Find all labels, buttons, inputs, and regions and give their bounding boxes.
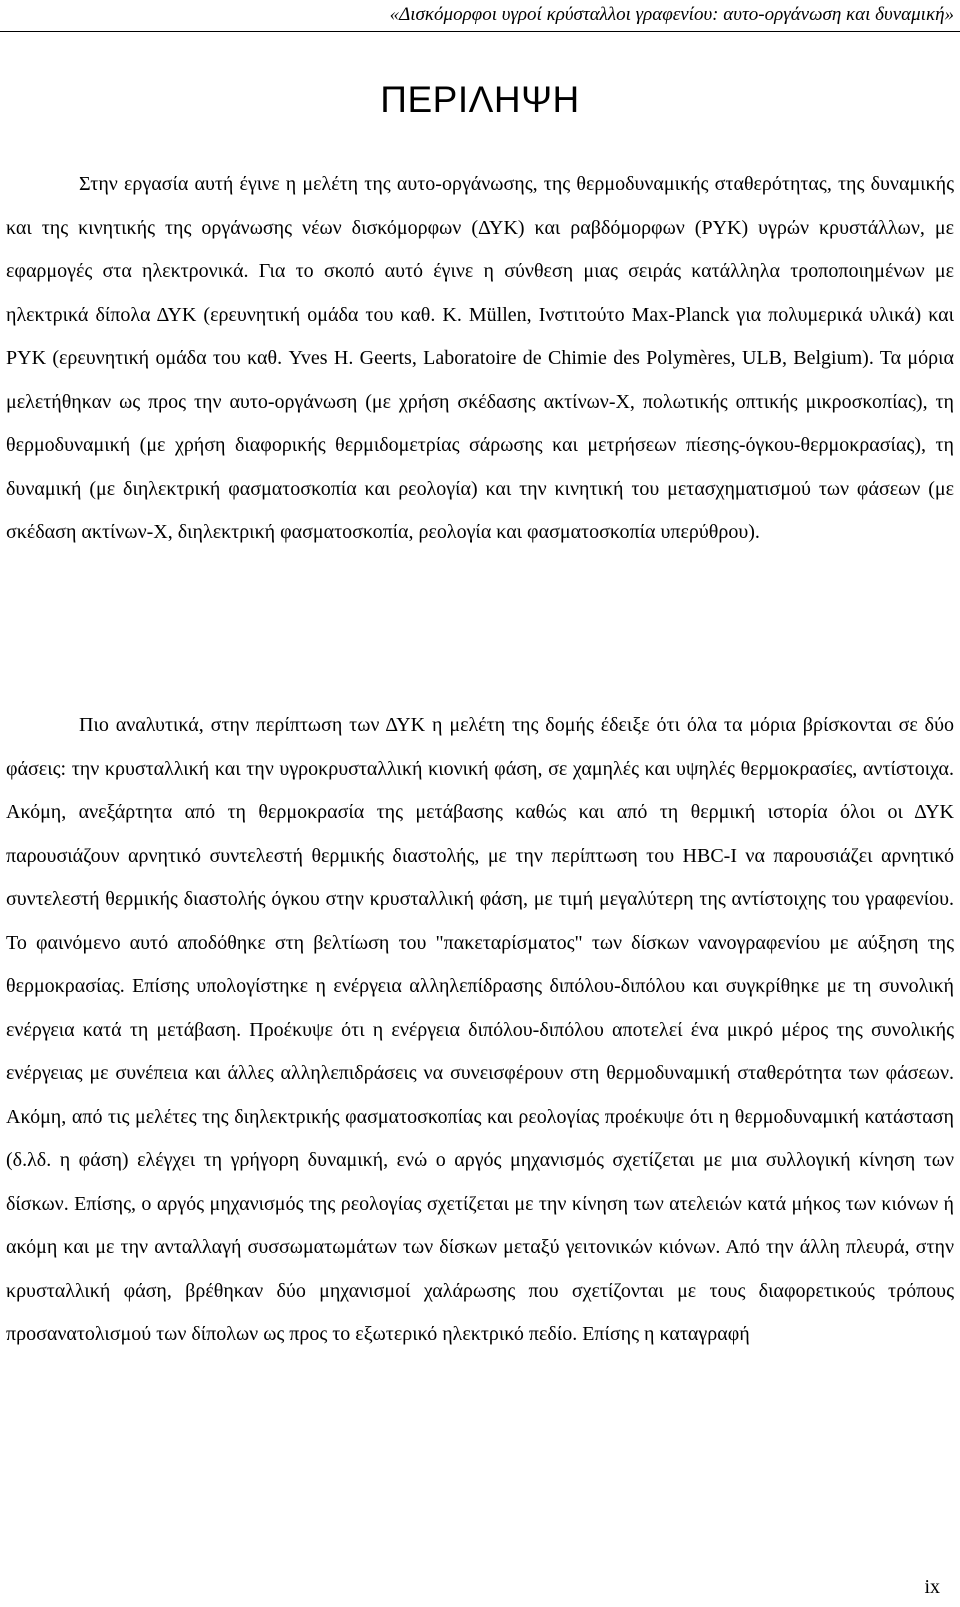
page-number: ix bbox=[924, 1576, 940, 1598]
page-title: ΠΕΡΙΛΗΨΗ bbox=[380, 79, 580, 120]
paragraph: Πιο αναλυτικά, στην περίπτωση των ΔΥΚ η μελέτη της δομής έδειξε ότι όλα τα μόρια βρίσκονται σε δύο φάσεις: την κρυσταλλική και την υγροκρυσταλλική κιονική φάση, σε χαμηλές και υψηλές θερμοκρασίες, αντίστοιχα. Ακόμη, ανεξάρτητα από τη θερμοκρασία της μετάβασης καθώς και από τη θερμική ιστορία όλοι οι ΔΥΚ παρουσιάζουν αρνητικό συντελεστή θερμικής διαστολής, με την περίπτωση του HBC-I να παρουσιάζει αρνητικό συντελεστή θερμικής διαστολής όγκου στην κρυσταλλική φάση, με τιμή μεγαλύτερη της αντίστοιχης του γραφενίου. Το φαινόμενο αυτό αποδόθηκε στη βελτίωση του "πακεταρίσματος" των δίσκων νανογραφενίου με αύξηση της θερμοκρασίας. Επίσης υπολογίστηκε η ενέργεια αλληλεπίδρασης διπόλου-διπόλου και συγκρίθηκε με τη συνολική ενέργεια κατά τη μετάβαση. Προέκυψε ότι η ενέργεια διπόλου-διπόλου αποτελεί ένα μικρό μέρος της συνολικής ενέργειας με συνέπεια και άλλες αλληλεπιδράσεις να συνεισφέρουν στη θερμοδυναμική σταθερότητα των φάσεων. Ακόμη, από τις μελέτες της διηλεκτρικής φασματοσκοπίας και ρεολογίας προέκυψε ότι η θερμοδυναμική κατάσταση (δ.λδ. η φάση) ελέγχει τη γρήγορη δυναμική, ενώ ο αργός μηχανισμός σχετίζεται με μια συλλογική κίνηση των δίσκων. Επίσης, ο αργός μηχανισμός της ρεολογίας σχετίζεται με την κίνηση των ατελειών κατά μήκος των κιόνων ή ακόμη και με την ανταλλαγή συσσωματωμάτων των δίσκων μεταξύ γειτονικών κιόνων. Από την άλλη πλευρά, στην κρυσταλλική φάση, βρέθηκαν δύο μηχανισμοί χαλάρωσης που σχετίζονται με τους διαφορετικούς τρόπους προσανατολισμού των δίπολων ως προς το εξωτερικό ηλεκτρικό πεδίο. Επίσης η καταγραφή bbox=[6, 714, 954, 1345]
header-rule bbox=[0, 31, 960, 32]
running-header: «Δισκόμορφοι υγροί κρύσταλλοι γραφενίου: αυτο-οργάνωση και δυναμική» bbox=[389, 4, 954, 25]
paragraph: Στην εργασία αυτή έγινε η μελέτη της αυτο-οργάνωσης, της θερμοδυναμικής σταθερότητας, της δυναμικής και της κινητικής της οργάνωσης νέων δισκόμορφων (ΔΥΚ) και ραβδόμορφων (ΡΥΚ) υγρών κρυστάλλων, με εφαρμογές στα ηλεκτρονικά. Για το σκοπό αυτό έγινε η σύνθεση μιας σειράς κατάλληλα τροποποιημένων με ηλεκτρικά δίπολα ΔΥΚ (ερευνητική ομάδα του καθ. K. Müllen, Ινστιτούτο Max-Planck για πολυμερικά υλικά) και ΡΥΚ (ερευνητική ομάδα του καθ. Yves H. Geerts, Laboratoire de Chimie des Polymères, ULB, Belgium). Τα μόρια μελετήθηκαν ως προς την αυτο-οργάνωση (με χρήση σκέδασης ακτίνων-Χ, πολωτικής οπτικής μικροσκοπίας), τη θερμοδυναμική (με χρήση διαφορικής θερμιδομετρίας σάρωσης και μετρήσεων πίεσης-όγκου-θερμοκρασίας), τη δυναμική (με διηλεκτρική φασματοσκοπία και ρεολογία) και την κινητική του μετασχηματισμού των φάσεων (με σκέδαση ακτίνων-Χ, διηλεκτρική φασματοσκοπία, ρεολογία και φασματοσκοπία υπερύθρου). bbox=[6, 173, 954, 543]
